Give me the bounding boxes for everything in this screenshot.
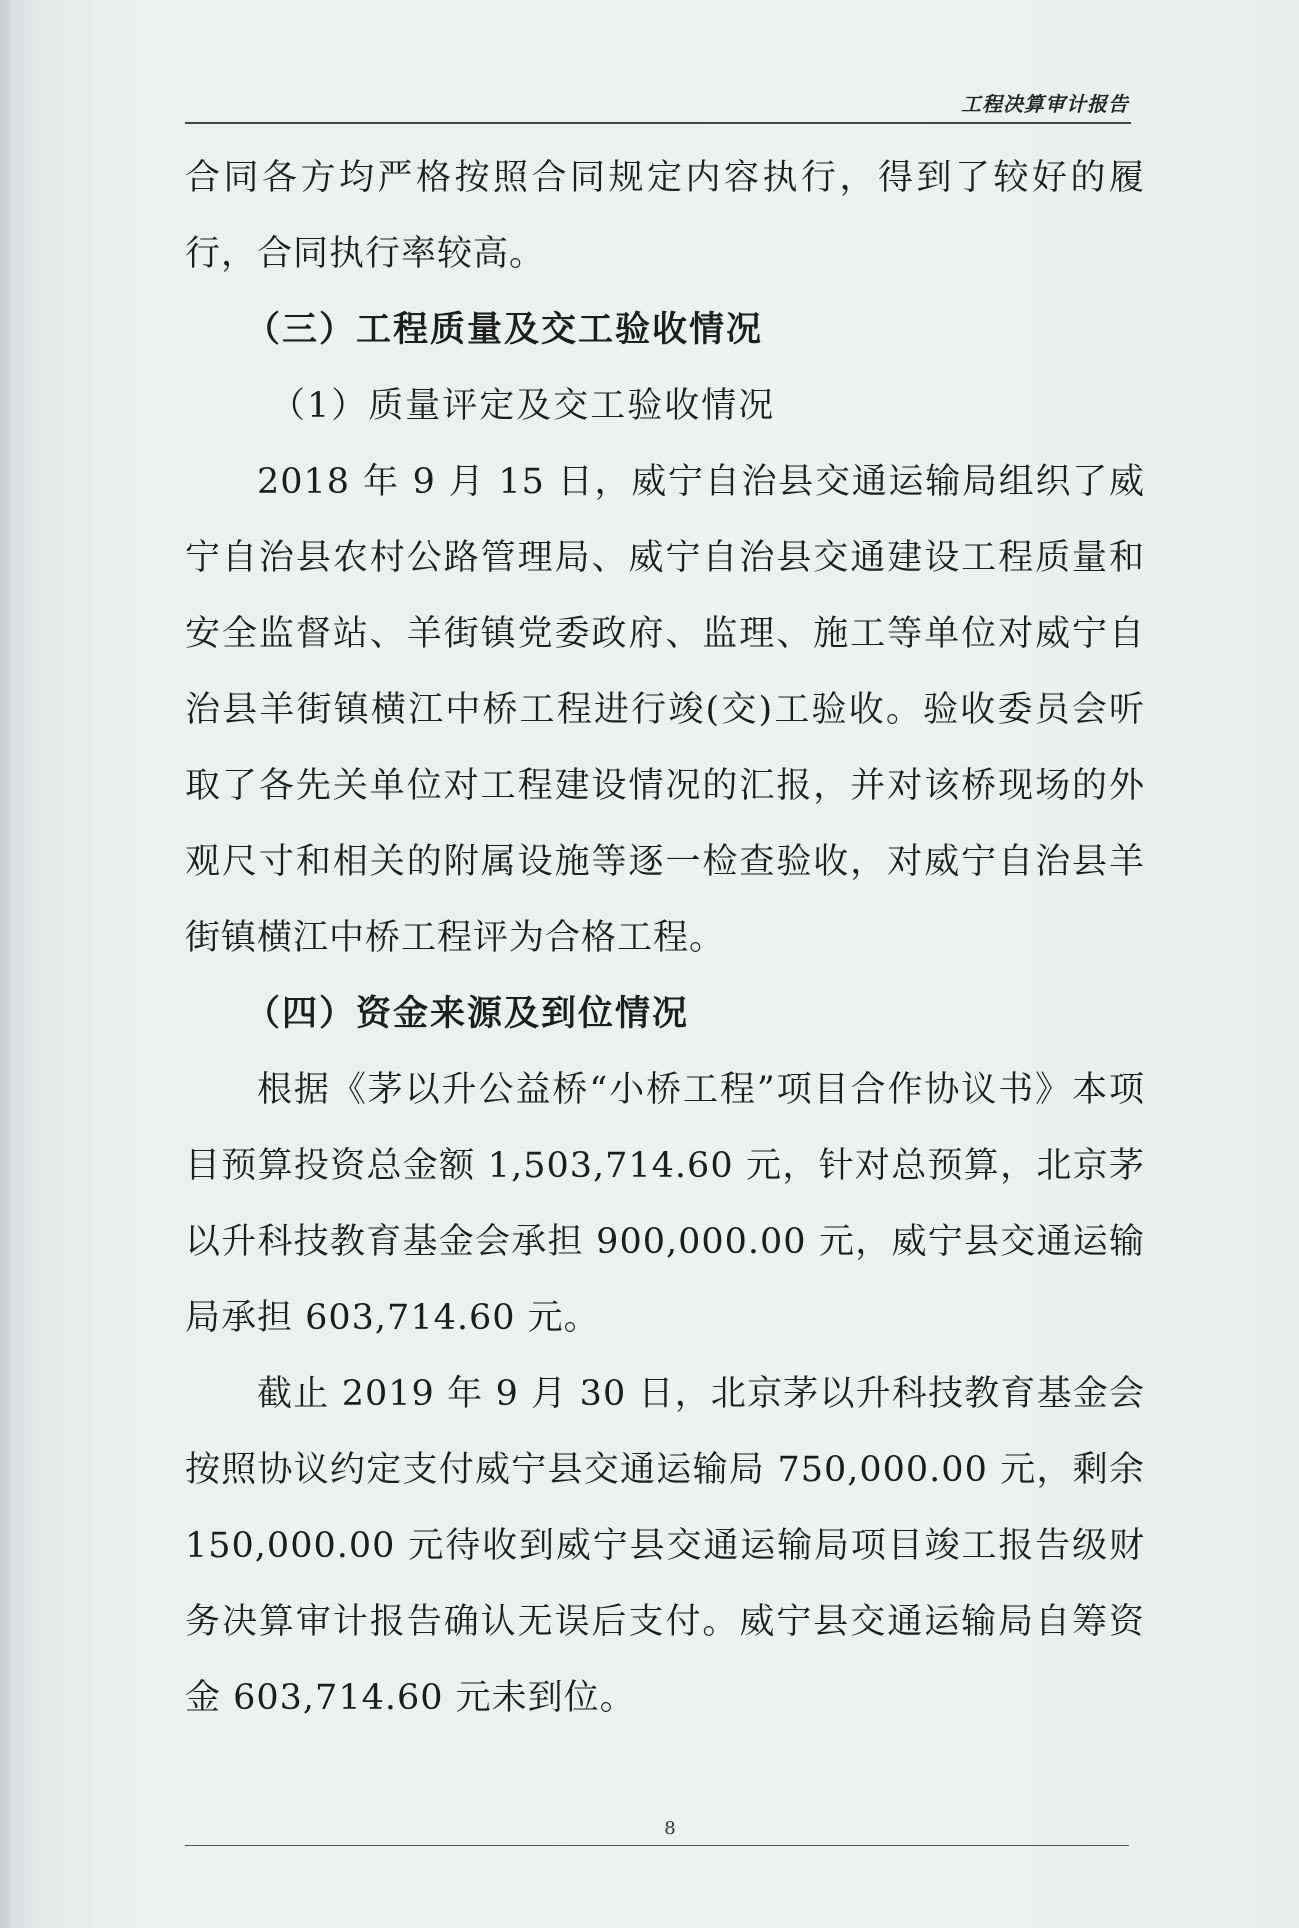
page-number: 8: [664, 1818, 676, 1839]
page-edge-shadow: [0, 0, 14, 1928]
paragraph-contract: 合同各方均严格按照合同规定内容执行，得到了较好的履行，合同执行率较高。: [185, 158, 1145, 274]
paragraph-acceptance: 2018 年 9 月 15 日，威宁自治县交通运输局组织了威宁自治县农村公路管理局、威宁自治县交通建设工程质量和安全监督站、羊街镇党委政府、监理、施工等单位对威宁自治县羊街镇横江中桥工程进行竣(交)工验收。验收委员会听取了各先关单位对工程建设情况的汇报，并对该桥现场的外观尺寸和相关的附属设施等逐一检查验收，对威宁自治县羊街镇横江中桥工程评为合格工程。: [185, 462, 1145, 958]
running-header: 工程决算审计报告: [961, 92, 1129, 116]
footer-rule: [185, 1845, 1129, 1846]
paragraph-funding-budget: 根据《茅以升公益桥“小桥工程”项目合作协议书》本项目预算投资总金额 1,503,714.60 元，针对总预算，北京茅以升科技教育基金会承担 900,000.00 元，威宁县交通运输局承担 603,714.60 元。: [185, 1070, 1145, 1338]
paragraph-funding-status: 截止 2019 年 9 月 30 日，北京茅以升科技教育基金会按照协议约定支付威宁县交通运输局 750,000.00 元，剩余 150,000.00 元待收到威宁县交通运输局项目竣工报告级财务决算审计报告确认无误后支付。威宁县交通运输局自筹资金 603,714.60 元未到位。: [185, 1374, 1145, 1718]
section-heading-4: （四）资金来源及到位情况: [245, 993, 690, 1034]
section-heading-3: （三）工程质量及交工验收情况: [245, 309, 764, 350]
header-rule: [185, 122, 1131, 124]
body-text: [185, 140, 1145, 1736]
subsection-heading-1: （1）质量评定及交工验收情况: [270, 386, 776, 426]
